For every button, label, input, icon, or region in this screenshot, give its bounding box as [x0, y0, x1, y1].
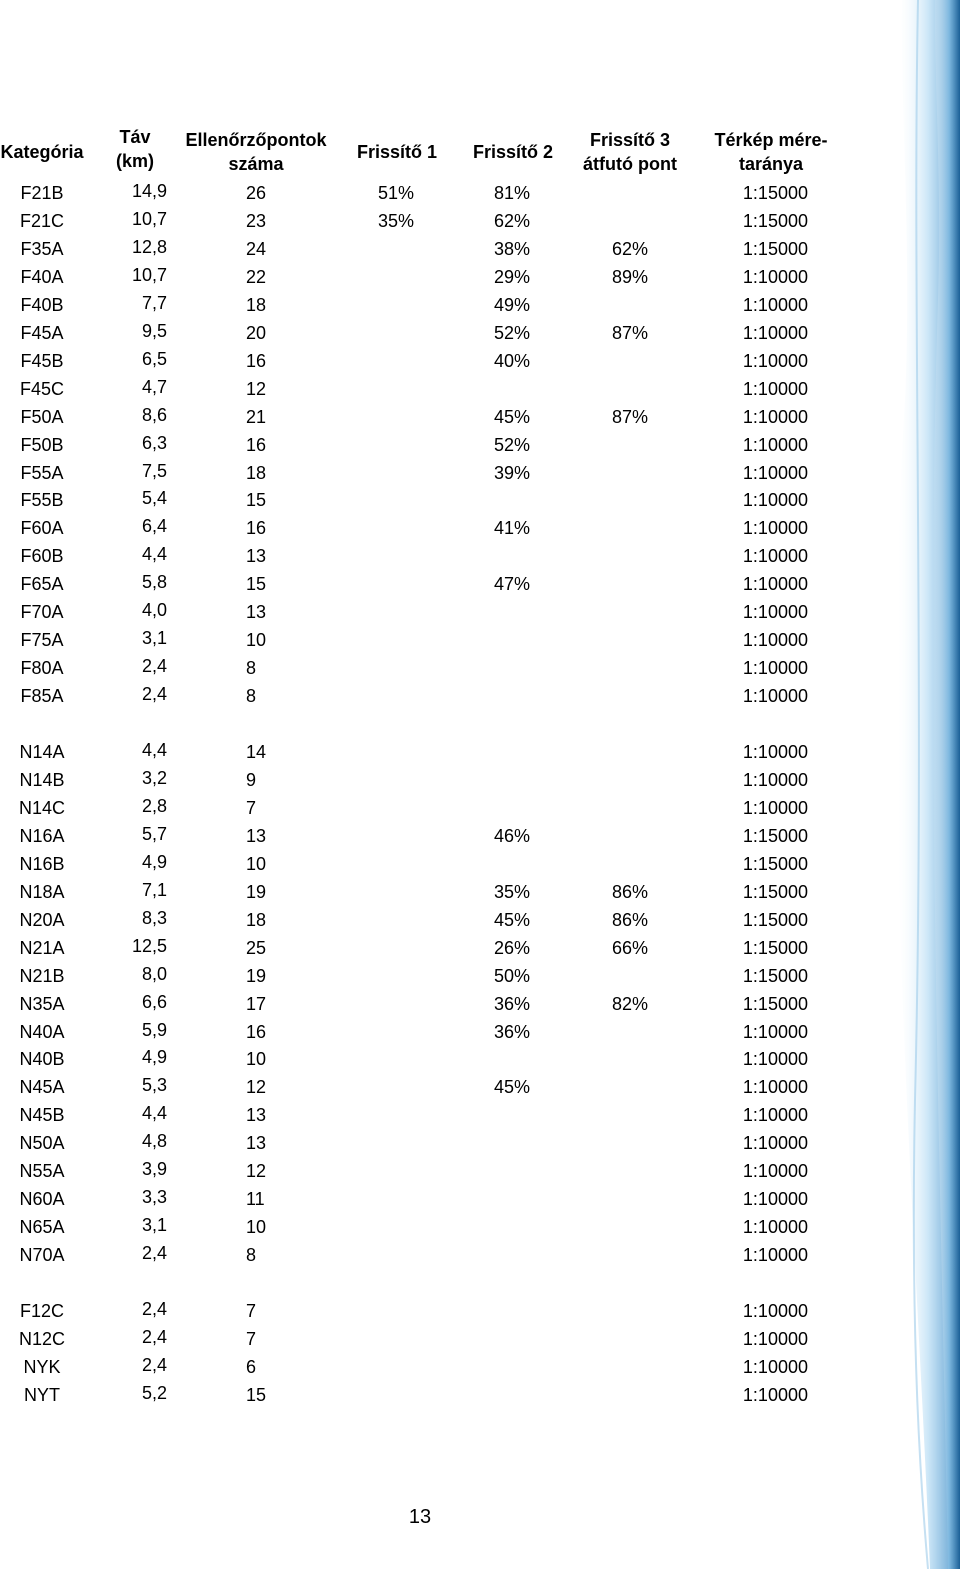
refresh2-cell: 81% [493, 183, 530, 203]
map-scale-cell: 1:10000 [742, 742, 808, 762]
map-scale-cell: 1:10000 [742, 1384, 808, 1405]
category-cell: N12C [18, 1329, 66, 1349]
refresh2-cell: 47% [493, 574, 530, 595]
category-cell: F45B [20, 350, 64, 371]
refresh2-cell: 49% [493, 294, 530, 315]
header-refresh3-line2: átfutó pont [583, 154, 677, 174]
checkpoints-cell: 17 [246, 993, 267, 1014]
category-cell: N20A [19, 909, 65, 930]
refresh2-cell: 50% [493, 965, 530, 986]
refresh3-cell: 86% [611, 881, 648, 902]
category-cell: N35A [19, 993, 65, 1014]
map-scale-cell: 1:10000 [742, 1189, 808, 1210]
category-cell: N45B [19, 1105, 65, 1126]
category-cell: N65A [19, 1217, 65, 1238]
header-checkpoints-line2: száma [228, 154, 284, 174]
distance-cell: 8,0 [141, 963, 167, 984]
distance-cell: 2,4 [141, 1299, 167, 1319]
table-row [0, 1353, 900, 1381]
distance-cell: 7,1 [141, 879, 167, 900]
table-row [0, 486, 900, 514]
map-scale-cell: 1:10000 [742, 266, 808, 287]
checkpoints-cell: 10 [246, 853, 267, 874]
map-scale-cell: 1:10000 [742, 1161, 808, 1182]
category-cell: F12C [19, 1301, 64, 1321]
category-cell: F50A [20, 406, 64, 427]
category-cell: N18A [19, 881, 65, 902]
table-row [0, 1325, 900, 1353]
distance-cell: 2,4 [141, 684, 167, 705]
refresh2-cell: 29% [493, 266, 530, 287]
distance-cell: 5,9 [141, 1019, 167, 1040]
checkpoints-cell: 16 [246, 1021, 267, 1042]
checkpoints-cell: 15 [246, 574, 267, 595]
table-row [0, 1073, 900, 1101]
distance-cell: 6,3 [141, 432, 167, 453]
checkpoints-cell: 10 [246, 1217, 267, 1238]
category-cell: F50B [20, 434, 64, 455]
map-scale-cell: 1:15000 [742, 993, 808, 1014]
checkpoints-cell: 12 [246, 1077, 267, 1098]
checkpoints-cell: 26 [246, 183, 267, 203]
checkpoints-cell: 10 [246, 630, 267, 651]
distance-cell: 4,8 [141, 1131, 167, 1152]
distance-cell: 2,4 [141, 656, 167, 677]
distance-cell: 4,7 [141, 376, 167, 397]
refresh2-cell: 46% [493, 825, 530, 846]
checkpoints-cell: 6 [246, 1356, 257, 1377]
refresh2-cell: 40% [493, 350, 530, 371]
category-cell: N14B [19, 769, 65, 790]
distance-cell: 4,0 [141, 600, 167, 621]
distance-cell: 5,8 [141, 572, 167, 593]
distance-cell: 3,3 [141, 1187, 167, 1208]
refresh2-cell: 62% [493, 210, 530, 231]
checkpoints-cell: 7 [246, 797, 257, 818]
refresh2-cell: 45% [493, 406, 530, 427]
map-scale-cell: 1:10000 [742, 518, 808, 539]
category-cell: N40A [19, 1021, 65, 1042]
map-scale-cell: 1:15000 [742, 937, 808, 958]
refresh2-cell: 36% [493, 993, 530, 1014]
map-scale-cell: 1:10000 [742, 658, 808, 679]
map-scale-cell: 1:10000 [742, 1301, 808, 1321]
refresh1-cell: 51% [377, 183, 414, 203]
map-scale-cell: 1:10000 [742, 350, 808, 371]
table-row [0, 570, 900, 598]
category-cell: F70A [20, 602, 64, 623]
header-map-scale-line1: Térkép mére- [714, 130, 828, 150]
refresh2-cell: 52% [493, 434, 530, 455]
checkpoints-cell: 22 [246, 266, 267, 287]
table-row [0, 1381, 900, 1409]
checkpoints-cell: 16 [246, 434, 267, 455]
table-row [0, 934, 900, 962]
distance-cell: 4,9 [141, 1047, 167, 1068]
table-row [0, 1213, 900, 1241]
table-row [0, 459, 900, 487]
distance-cell: 5,2 [141, 1382, 167, 1403]
checkpoints-cell: 21 [246, 406, 267, 427]
map-scale-cell: 1:10000 [742, 378, 808, 399]
distance-cell: 6,4 [141, 516, 167, 537]
map-scale-cell: 1:10000 [742, 434, 808, 455]
table-row [0, 1018, 900, 1046]
refresh2-cell: 26% [493, 937, 530, 958]
map-scale-cell: 1:15000 [742, 881, 808, 902]
checkpoints-cell: 9 [246, 769, 257, 790]
distance-cell: 4,4 [141, 544, 167, 565]
distance-cell: 3,1 [141, 1215, 167, 1236]
map-scale-cell: 1:15000 [742, 825, 808, 846]
table-row [0, 794, 900, 822]
category-cell: F75A [20, 630, 64, 651]
checkpoints-cell: 18 [246, 294, 267, 315]
category-cell: N14A [19, 742, 65, 762]
distance-cell: 12,8 [131, 236, 167, 257]
category-cell: F65A [20, 574, 64, 595]
checkpoints-cell: 15 [246, 490, 267, 511]
checkpoints-cell: 18 [246, 909, 267, 930]
category-cell: N21A [19, 937, 65, 958]
refresh2-cell: 45% [493, 1077, 530, 1098]
table-row [0, 1185, 900, 1213]
category-cell: N40B [19, 1049, 65, 1070]
map-scale-cell: 1:10000 [742, 546, 808, 567]
checkpoints-cell: 16 [246, 518, 267, 539]
refresh2-cell: 52% [493, 322, 530, 343]
category-cell: N50A [19, 1133, 65, 1154]
category-cell: F40A [20, 266, 64, 287]
distance-cell: 5,4 [141, 488, 167, 509]
checkpoints-cell: 8 [246, 658, 257, 679]
map-scale-cell: 1:10000 [742, 797, 808, 818]
category-cell: F45A [20, 322, 64, 343]
distance-cell: 4,4 [141, 1103, 167, 1124]
category-cell: N55A [19, 1161, 65, 1182]
refresh3-cell: 87% [611, 322, 648, 343]
table-row [0, 514, 900, 542]
table-row [0, 235, 900, 263]
refresh3-cell: 62% [611, 238, 648, 259]
table-row [0, 1297, 900, 1325]
distance-cell: 10,7 [131, 208, 167, 229]
checkpoints-cell: 18 [246, 462, 267, 483]
checkpoints-cell: 13 [246, 1133, 267, 1154]
table-row [0, 1157, 900, 1185]
distance-cell: 4,4 [141, 740, 167, 760]
map-scale-cell: 1:15000 [742, 853, 808, 874]
category-cell: F45C [19, 378, 64, 399]
table-row [0, 766, 900, 794]
refresh1-cell: 35% [377, 210, 414, 231]
header-map-scale-line2: taránya [738, 154, 804, 174]
table-row [0, 822, 900, 850]
checkpoints-cell: 13 [246, 602, 267, 623]
checkpoints-cell: 13 [246, 546, 267, 567]
distance-cell: 2,4 [141, 1327, 167, 1347]
category-cell: N14C [18, 797, 66, 818]
checkpoints-cell: 10 [246, 1049, 267, 1070]
checkpoints-cell: 11 [246, 1189, 265, 1210]
map-scale-cell: 1:10000 [742, 574, 808, 595]
map-scale-cell: 1:10000 [742, 1245, 808, 1266]
distance-cell: 4,9 [141, 851, 167, 872]
table-row [0, 1241, 900, 1269]
table-row [0, 682, 900, 710]
map-scale-cell: 1:10000 [742, 1217, 808, 1238]
table-row [0, 179, 900, 207]
table-row [0, 291, 900, 319]
table-row [0, 375, 900, 403]
category-cell: F21C [19, 210, 64, 231]
distance-cell: 2,4 [141, 1354, 167, 1375]
distance-cell: 2,4 [141, 1243, 167, 1264]
distance-cell: 5,3 [141, 1075, 167, 1096]
checkpoints-cell: 7 [246, 1329, 257, 1349]
refresh2-cell: 38% [493, 238, 530, 259]
checkpoints-cell: 8 [246, 1245, 257, 1266]
table-row [0, 878, 900, 906]
refresh2-cell: 35% [493, 881, 530, 902]
category-cell: N60A [19, 1189, 65, 1210]
map-scale-cell: 1:10000 [742, 490, 808, 511]
header-distance-line2: (km) [115, 151, 154, 171]
category-cell: F35A [20, 238, 64, 259]
map-scale-cell: 1:15000 [742, 210, 808, 231]
category-cell: NYT [24, 1384, 60, 1405]
checkpoints-cell: 20 [246, 322, 267, 343]
map-scale-cell: 1:10000 [742, 1329, 808, 1349]
header-map-scale [706, 128, 836, 176]
map-scale-cell: 1:10000 [742, 630, 808, 651]
distance-cell: 3,1 [141, 628, 167, 649]
map-scale-cell: 1:10000 [742, 1133, 808, 1154]
header-refresh3 [570, 128, 690, 176]
checkpoints-cell: 25 [246, 937, 267, 958]
table-row [0, 263, 900, 291]
distance-cell: 2,8 [141, 795, 167, 816]
distance-cell: 5,7 [141, 823, 167, 844]
category-cell: N16B [19, 853, 65, 874]
checkpoints-cell: 23 [246, 210, 267, 231]
distance-cell: 8,3 [141, 907, 167, 928]
table-row [0, 598, 900, 626]
distance-cell: 7,7 [141, 292, 167, 313]
distance-cell: 10,7 [131, 264, 167, 285]
refresh2-cell: 39% [493, 462, 530, 483]
map-scale-cell: 1:10000 [742, 406, 808, 427]
checkpoints-cell: 12 [246, 1161, 267, 1182]
checkpoints-cell: 8 [246, 686, 257, 707]
category-cell: F60B [20, 546, 64, 567]
checkpoints-cell: 13 [246, 1105, 267, 1126]
map-scale-cell: 1:10000 [742, 1077, 808, 1098]
refresh2-cell: 36% [493, 1021, 530, 1042]
map-scale-cell: 1:10000 [742, 769, 808, 790]
table-row [0, 542, 900, 570]
checkpoints-cell: 7 [246, 1301, 257, 1321]
header-checkpoints [176, 128, 336, 176]
checkpoints-cell: 19 [246, 881, 267, 902]
distance-cell: 8,6 [141, 404, 167, 425]
distance-cell: 3,2 [141, 767, 167, 788]
table-row [0, 431, 900, 459]
distance-cell: 6,5 [141, 348, 167, 369]
distance-cell: 6,6 [141, 991, 167, 1012]
map-scale-cell: 1:10000 [742, 1356, 808, 1377]
checkpoints-cell: 15 [246, 1384, 267, 1405]
map-scale-cell: 1:15000 [742, 183, 808, 203]
refresh3-cell: 87% [611, 406, 648, 427]
header-refresh3-line1: Frissítő 3 [589, 130, 671, 150]
distance-cell: 12,5 [131, 935, 167, 956]
checkpoints-cell: 12 [246, 378, 267, 399]
table-row [0, 347, 900, 375]
map-scale-cell: 1:15000 [742, 909, 808, 930]
map-scale-cell: 1:10000 [742, 1049, 808, 1070]
category-cell: N21B [19, 965, 65, 986]
table-row [0, 1129, 900, 1157]
distance-cell: 14,9 [131, 181, 167, 201]
table-row [0, 990, 900, 1018]
category-cell: F21B [20, 183, 64, 203]
table-row [0, 403, 900, 431]
table-row [0, 319, 900, 347]
checkpoints-cell: 14 [246, 742, 267, 762]
map-scale-cell: 1:10000 [742, 462, 808, 483]
table-row [0, 207, 900, 235]
category-cell: F55A [20, 462, 64, 483]
map-scale-cell: 1:10000 [742, 1105, 808, 1126]
map-scale-cell: 1:15000 [742, 238, 808, 259]
distance-cell: 3,9 [141, 1159, 167, 1180]
map-scale-cell: 1:10000 [742, 602, 808, 623]
category-cell: N70A [19, 1245, 65, 1266]
refresh3-cell: 66% [611, 937, 648, 958]
refresh3-cell: 86% [611, 909, 648, 930]
map-scale-cell: 1:10000 [742, 294, 808, 315]
refresh2-cell: 45% [493, 909, 530, 930]
checkpoints-cell: 19 [246, 965, 267, 986]
refresh3-cell: 82% [611, 993, 648, 1014]
category-cell: F40B [20, 294, 64, 315]
header-checkpoints-line1: Ellenőrzőpontok [185, 130, 327, 150]
table-row [0, 1045, 900, 1073]
checkpoints-cell: 24 [246, 238, 267, 259]
refresh3-cell: 89% [611, 266, 648, 287]
distance-cell: 9,5 [141, 320, 167, 341]
category-cell: F55B [20, 490, 64, 511]
map-scale-cell: 1:15000 [742, 965, 808, 986]
table-row [0, 654, 900, 682]
map-scale-cell: 1:10000 [742, 1021, 808, 1042]
header-distance [104, 125, 166, 173]
table-row [0, 626, 900, 654]
table-row [0, 738, 900, 766]
distance-cell: 7,5 [141, 460, 167, 481]
table-row [0, 906, 900, 934]
category-cell: N16A [19, 825, 65, 846]
checkpoints-cell: 16 [246, 350, 267, 371]
header-refresh1: Frissítő 1 [356, 142, 438, 162]
header-refresh2: Frissítő 2 [472, 142, 554, 162]
category-cell: N45A [19, 1077, 65, 1098]
table-row [0, 962, 900, 990]
map-scale-cell: 1:10000 [742, 322, 808, 343]
category-cell: F80A [20, 658, 64, 679]
category-cell: F60A [20, 518, 64, 539]
refresh2-cell: 41% [493, 518, 530, 539]
header-category: Kategória [0, 142, 84, 162]
page-number: 13 [408, 1506, 432, 1528]
category-cell: NYK [23, 1356, 61, 1377]
header-distance-line1: Táv [119, 127, 151, 147]
checkpoints-cell: 13 [246, 825, 267, 846]
table-row [0, 1101, 900, 1129]
category-cell: F85A [20, 686, 64, 707]
map-scale-cell: 1:10000 [742, 686, 808, 707]
table-row [0, 850, 900, 878]
